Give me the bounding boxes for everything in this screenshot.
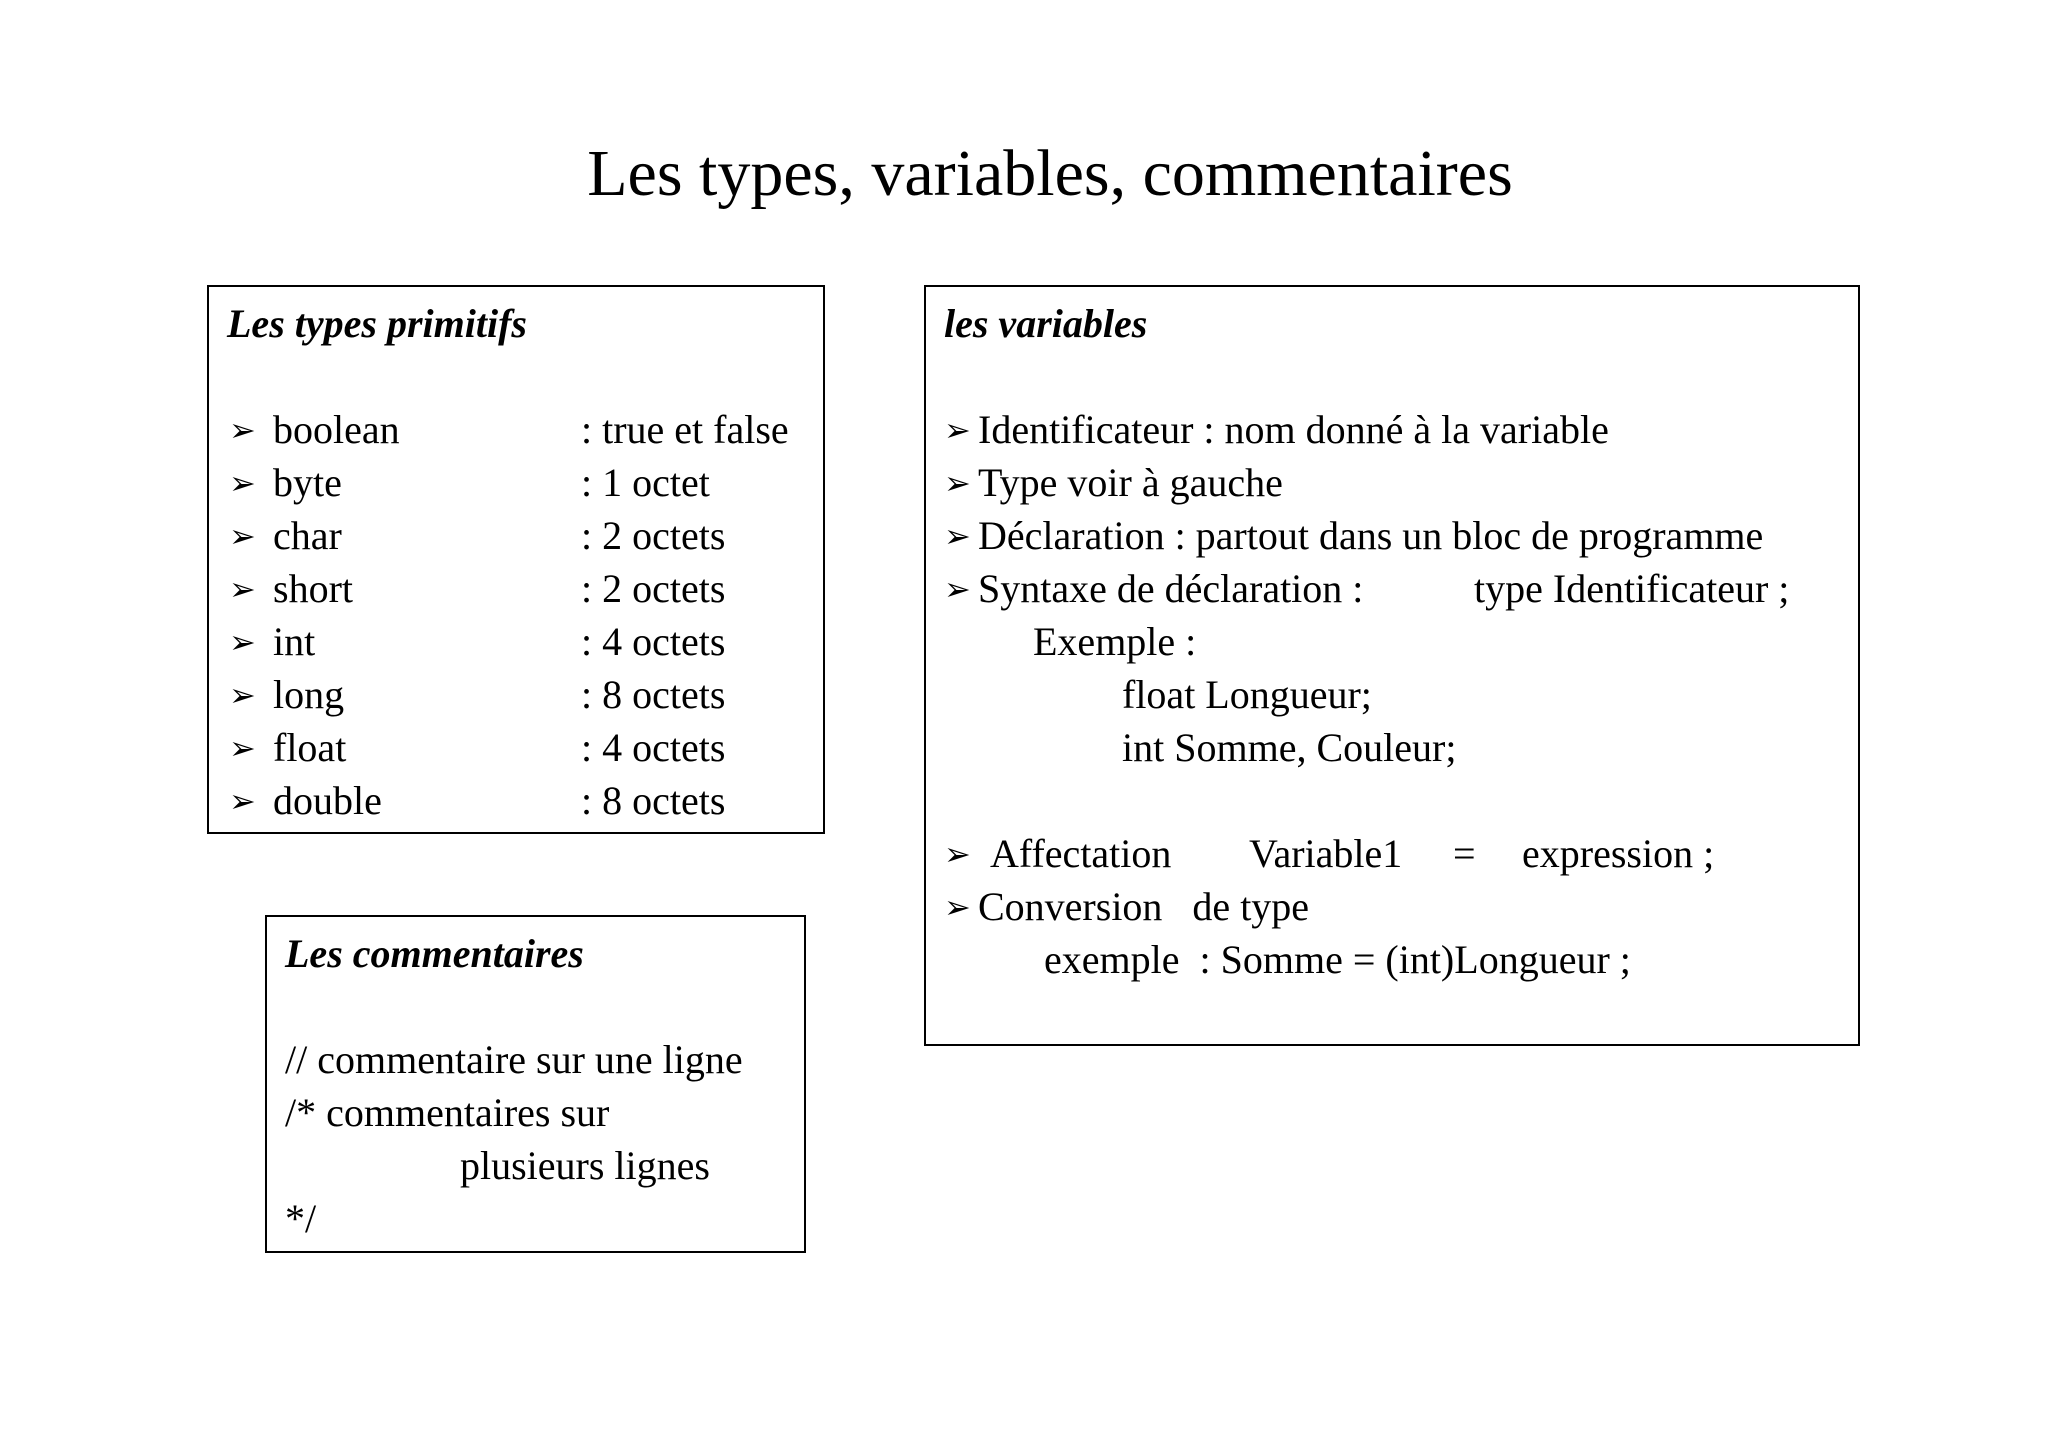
arrow-bullet-icon: ➢ — [229, 676, 256, 714]
type-name: long — [273, 672, 345, 717]
type-name: short — [273, 566, 353, 611]
variable-affectation-var: Variable1 — [1249, 831, 1403, 876]
variable-exemple-label: Exemple : — [1033, 619, 1197, 664]
variables-heading: les variables — [944, 301, 1148, 346]
arrow-bullet-icon: ➢ — [229, 411, 256, 449]
arrow-bullet-icon: ➢ — [229, 623, 256, 661]
variable-syntaxe-label: Syntaxe de déclaration : — [978, 566, 1364, 611]
type-size: : 4 octets — [581, 619, 726, 664]
types-primitive-box — [207, 285, 825, 834]
arrow-bullet-icon: ➢ — [229, 782, 256, 820]
variable-exemple-line1: float Longueur; — [1122, 672, 1372, 717]
type-size: : true et false — [581, 407, 789, 452]
type-name: char — [273, 513, 342, 558]
comment-multi-body: plusieurs lignes — [460, 1143, 710, 1188]
variable-exemple-line2: int Somme, Couleur; — [1122, 725, 1457, 770]
variable-affectation-expr: expression ; — [1522, 831, 1715, 876]
arrow-bullet-icon: ➢ — [944, 570, 971, 608]
variable-affectation-eq: = — [1453, 831, 1476, 876]
type-size: : 8 octets — [581, 672, 726, 717]
page-title: Les types, variables, commentaires — [587, 137, 1513, 210]
type-size: : 8 octets — [581, 778, 726, 823]
arrow-bullet-icon: ➢ — [944, 411, 971, 449]
variable-type: Type voir à gauche — [978, 460, 1283, 505]
variable-declaration: Déclaration : partout dans un bloc de programme — [978, 513, 1764, 558]
type-name: float — [273, 725, 347, 770]
comments-heading: Les commentaires — [285, 931, 584, 976]
arrow-bullet-icon: ➢ — [229, 570, 256, 608]
arrow-bullet-icon: ➢ — [944, 888, 971, 926]
type-size: : 2 octets — [581, 566, 726, 611]
type-name: double — [273, 778, 382, 823]
arrow-bullet-icon: ➢ — [944, 464, 971, 502]
arrow-bullet-icon: ➢ — [229, 464, 256, 502]
type-name: byte — [273, 460, 342, 505]
variable-affectation-label: Affectation — [990, 831, 1172, 876]
variables-box — [924, 285, 1860, 1046]
type-size: : 4 octets — [581, 725, 726, 770]
arrow-bullet-icon: ➢ — [944, 835, 971, 873]
variable-conversion-exemple: exemple : Somme = (int)Longueur ; — [1044, 937, 1631, 982]
comment-line-single: // commentaire sur une ligne — [285, 1037, 743, 1082]
comment-multi-close: */ — [285, 1196, 317, 1241]
type-name: int — [273, 619, 316, 664]
type-size: : 1 octet — [581, 460, 710, 505]
type-name: boolean — [273, 407, 400, 452]
variable-identificateur: Identificateur : nom donné à la variable — [978, 407, 1609, 452]
comment-multi-open: /* commentaires sur — [285, 1090, 610, 1135]
variable-syntaxe-value: type Identificateur ; — [1474, 566, 1790, 611]
arrow-bullet-icon: ➢ — [229, 517, 256, 555]
variable-conversion: Conversion de type — [978, 884, 1310, 929]
arrow-bullet-icon: ➢ — [944, 517, 971, 555]
comments-box — [265, 915, 806, 1253]
type-size: : 2 octets — [581, 513, 726, 558]
arrow-bullet-icon: ➢ — [229, 729, 256, 767]
types-heading: Les types primitifs — [227, 301, 527, 346]
